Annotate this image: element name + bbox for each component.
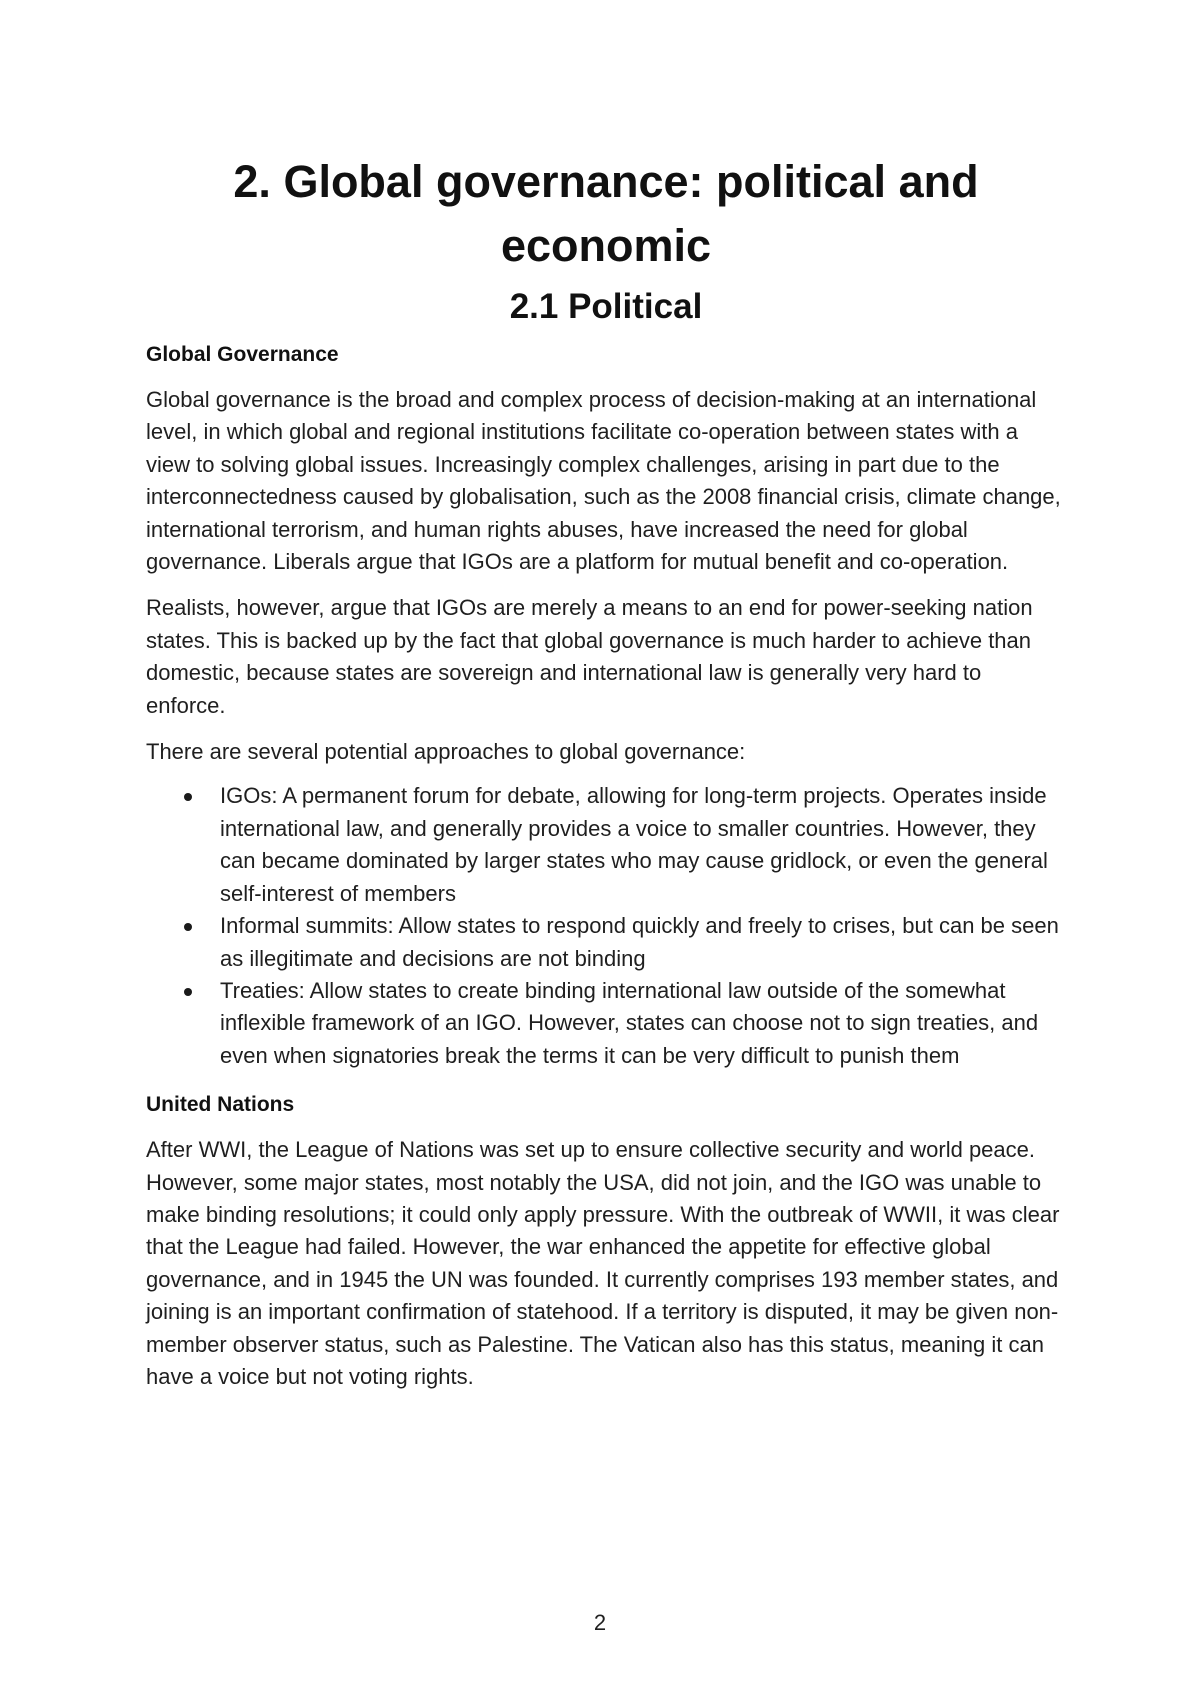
united-nations-paragraph: After WWI, the League of Nations was set up to ensure collective security and world peace. However, some major states, most notably the USA, did not join, and the IGO was unable to make binding resolutions; it could only apply pressure. With the outbreak of WWII, it was clear that the League had failed. However, the war enhanced the appetite for effective global governance, and in 1945 the UN was founded. It currently comprises 193 member states, and joining is an important confirmation of statehood. If a territory is disputed, it may be given non-member observer status, such as Palestine. The Vatican also has this status, meaning it can have a voice but not voting rights. [146,1137,1060,1389]
page-content [146,150,1066,1393]
section-title: 2.1 Political [509,287,703,326]
bullet-icon [184,923,192,931]
page-title: 2. Global governance: political and economic [233,156,979,271]
global-governance-paragraph-1: Global governance is the broad and complex process of decision-making at an international level, in which global and regional institutions facilitate co-operation between states with a view to solving global issues. Increasingly complex challenges, arising in part due to the interconnectedness caused by globalisation, such as the 2008 financial crisis, climate change, international terrorism, and human rights abuses, have increased the need for global governance. Liberals argue that IGOs are a platform for mutual benefit and co-operation. [146,387,1061,575]
list-item [220,910,1066,975]
united-nations-heading: United Nations [146,1093,295,1117]
list-item-text: IGOs: A permanent forum for debate, allowing for long-term projects. Operates inside international law, and generally provides a voice to smaller countries. However, they can became dominated by larger states who may cause gridlock, or even the general self-interest of members [220,783,1048,906]
list-item-text: Informal summits: Allow states to respond quickly and freely to crises, but can be seen as illegitimate and decisions are not binding [220,913,1059,971]
list-item [220,780,1066,910]
page-number: 2 [593,1610,607,1635]
bullet-icon [184,988,192,996]
global-governance-paragraph-3: There are several potential approaches to global governance: [146,739,746,765]
global-governance-heading: Global Governance [146,343,339,366]
global-governance-paragraph-2: Realists, however, argue that IGOs are merely a means to an end for power-seeking nation states. This is backed up by the fact that global governance is much harder to achieve than domestic, because states are sovereign and international law is generally very hard to enforce. [146,595,1033,718]
list-item-text: Treaties: Allow states to create binding international law outside of the somewhat inflexible framework of an IGO. However, states can choose not to sign treaties, and even when signatories break the terms it can be very difficult to punish them [220,977,1039,1068]
list-item [220,975,1066,1072]
bullet-icon [184,793,192,801]
approaches-list [146,780,1066,1072]
